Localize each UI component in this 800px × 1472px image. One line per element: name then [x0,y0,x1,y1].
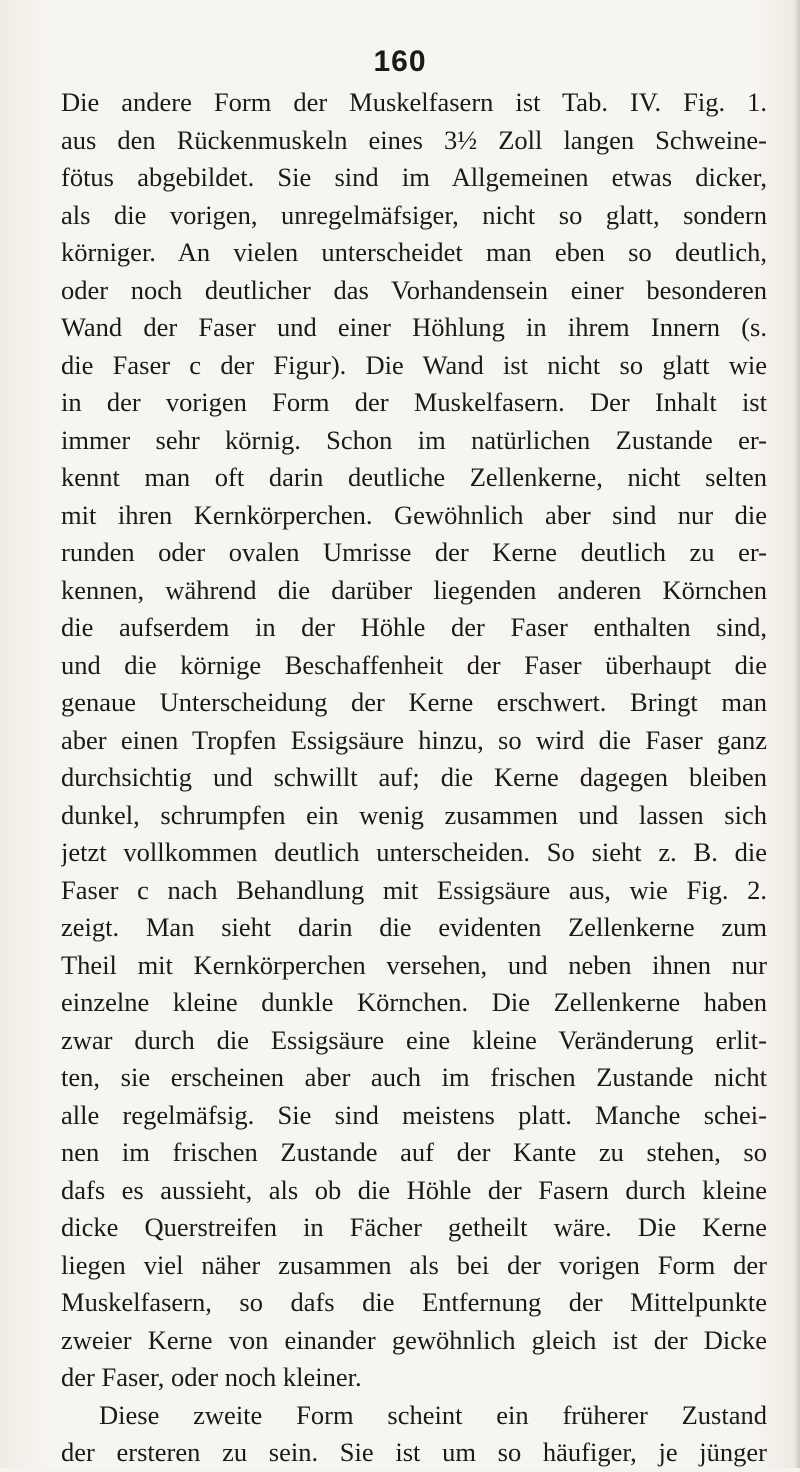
text-line: Theil mit Kernkörperchen versehen, und neben ihnen nur [61,949,767,980]
paragraph [61,1397,767,1472]
text-line: zweier Kerne von einander gewöhnlich gleich ist der Dicke [61,1324,767,1355]
text-line: Diese zweite Form scheint ein früherer Zustand [99,1399,767,1430]
text-line: körniger. An vielen unterscheidet man eben so deutlich, [61,237,767,267]
text-line: ten, sie erscheinen aber auch im frischen Zustande nicht [61,1062,767,1092]
text-line: in der vorigen Form der Muskelfasern. Der Inhalt ist [61,387,767,417]
text-line: jetzt vollkommen deutlich unterscheiden. So sieht z. B. die [61,837,767,867]
text-line: zeigt. Man sieht darin die evidenten Zellenkerne zum [61,912,767,942]
text-line: runden oder ovalen Umrisse der Kerne deutlich zu er- [61,537,767,567]
text-line: dunkel, schrumpfen ein wenig zusammen und lassen sich [61,799,767,830]
text-line: kennt man oft darin deutliche Zellenkerne, nicht selten [61,462,767,492]
paragraph [61,84,767,1397]
text-line: oder noch deutlicher das Vorhandensein einer besonderen [61,274,767,305]
text-line: die Faser c der Figur). Die Wand ist nicht so glatt wie [61,349,767,380]
text-line: alle regelmäfsig. Sie sind meistens platt. Manche schei- [61,1099,767,1130]
text-line: einzelne kleine dunkle Körnchen. Die Zellenkerne haben [61,987,767,1017]
text-line: mit ihren Kernkörperchen. Gewöhnlich aber sind nur die [61,499,767,530]
text-line: Die andere Form der Muskelfasern ist Tab. IV. Fig. 1. [61,87,767,117]
body-text [61,84,767,1472]
text-line: durchsichtig und schwillt auf; die Kerne dagegen bleiben [61,762,767,792]
text-line: liegen viel näher zusammen als bei der vorigen Form der [61,1249,767,1280]
text-line: fötus abgebildet. Sie sind im Allgemeinen etwas dicker, [61,162,767,192]
text-line: Wand der Faser und einer Höhlung in ihrem Innern (s. [61,312,767,342]
page-edge-shadow [794,0,800,1468]
text-line: kennen, während die darüber liegenden anderen Körnchen [61,574,767,605]
text-line: zwar durch die Essigsäure eine kleine Veränderung erlit- [61,1024,767,1055]
text-line: Muskelfasern, so dafs die Entfernung der Mittelpunkte [61,1287,767,1317]
text-line: genaue Unterscheidung der Kerne erschwert. Bringt man [61,687,767,717]
text-line: der ersteren zu sein. Sie ist um so häufiger, je jünger [61,1437,767,1467]
text-line: als die vorigen, unregelmäfsiger, nicht so glatt, sondern [61,199,767,230]
text-line: die aufserdem in der Höhle der Faser enthalten sind, [61,612,767,642]
text-line: Faser c nach Behandlung mit Essigsäure aus, wie Fig. 2. [61,874,767,905]
text-line: dafs es aussieht, als ob die Höhle der Fasern durch kleine [61,1174,767,1205]
page-number: 160 [373,45,427,78]
text-line: aber einen Tropfen Essigsäure hinzu, so wird die Faser ganz [61,724,767,755]
text-line: immer sehr körnig. Schon im natürlichen Zustande er- [61,424,767,455]
text-line: und die körnige Beschaffenheit der Faser überhaupt die [61,649,767,680]
text-line: dicke Querstreifen in Fächer getheilt wäre. Die Kerne [61,1212,767,1242]
text-line: nen im frischen Zustande auf der Kante zu stehen, so [61,1137,767,1167]
text-line: der Faser, oder noch kleiner. [61,1362,362,1392]
text-line: aus den Rückenmuskeln eines 3½ Zoll langen Schweine- [61,124,767,155]
